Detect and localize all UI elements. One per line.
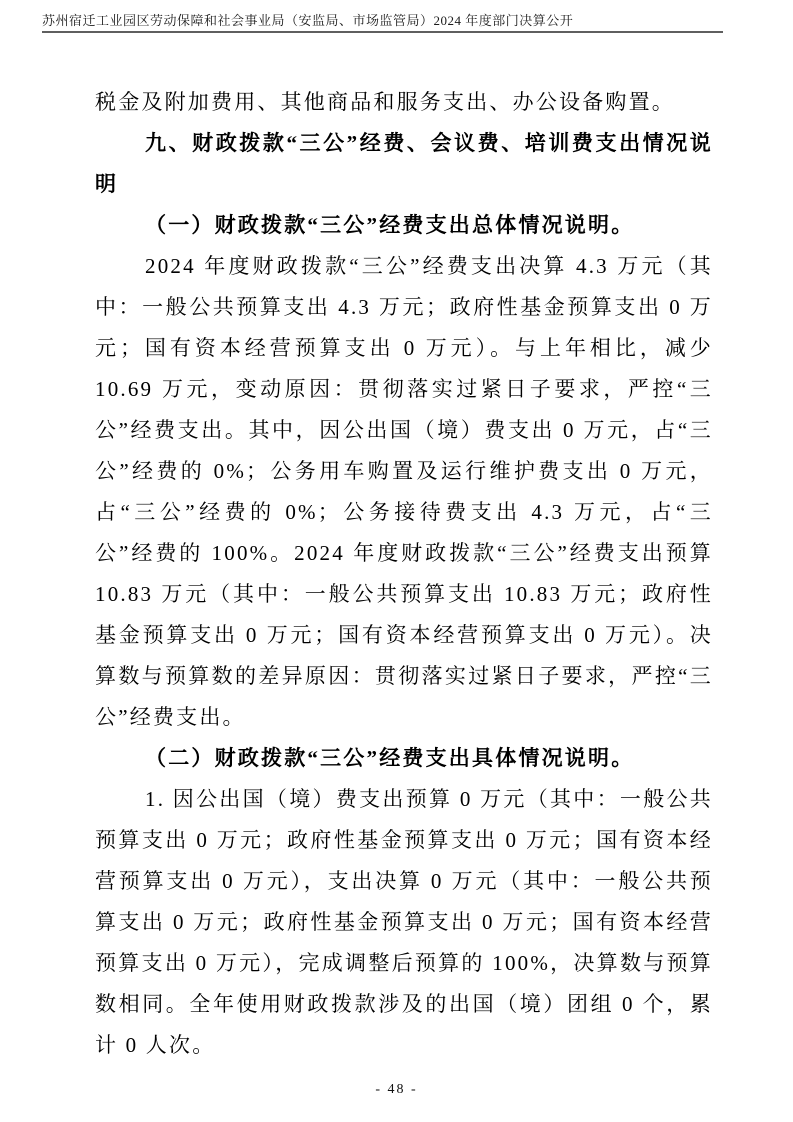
- section-heading: 九、财政拨款“三公”经费、会议费、培训费支出情况说明: [95, 131, 713, 196]
- document-body: [95, 82, 713, 1066]
- body-paragraph: 2024 年度财政拨款“三公”经费支出决算 4.3 万元（其中：一般公共预算支出 4.3 万元；政府性基金预算支出 0 万元；国有资本经营预算支出 0 万元）。与上年相比，减少 10.69 万元，变动原因：贯彻落实过紧日子要求，严控“三公”经费支出。其中，因公出国（境）费支出 0 万元，占“三公”经费的 0%；公务用车购置及运行维护费支出 0 万元，占“三公”经费的 0%；公务接待费支出 4.3 万元，占“三公”经费的 100%。2024 年度财政拨款“三公”经费支出预算 10.83 万元（其中：一般公共预算支出 10.83 万元；政府性基金预算支出 0 万元；国有资本经营预算支出 0 万元）。决算数与预算数的差异原因：贯彻落实过紧日子要求，严控“三公”经费支出。: [95, 254, 713, 729]
- body-paragraph-continuation: 税金及附加费用、其他商品和服务支出、办公设备购置。: [95, 90, 675, 114]
- subsection-heading: （二）财政拨款“三公”经费支出具体情况说明。: [145, 746, 635, 770]
- subsection-heading: （一）财政拨款“三公”经费支出总体情况说明。: [145, 213, 635, 237]
- page-number: - 48 -: [375, 1082, 418, 1097]
- page-footer: [0, 1080, 793, 1098]
- header-title: 苏州宿迁工业园区劳动保障和社会事业局（安监局、市场监管局）2024 年度部门决算公开: [42, 13, 574, 28]
- page-header: [42, 12, 723, 33]
- body-paragraph: 1. 因公出国（境）费支出预算 0 万元（其中：一般公共预算支出 0 万元；政府性基金预算支出 0 万元；国有资本经营预算支出 0 万元），支出决算 0 万元（其中：一般公共预算支出 0 万元；政府性基金预算支出 0 万元；国有资本经营预算支出 0 万元），完成调整后预算的 100%，决算数与预算数相同。全年使用财政拨款涉及的出国（境）团组 0 个，累计 0 人次。: [95, 787, 713, 1057]
- header-rule: [42, 31, 723, 33]
